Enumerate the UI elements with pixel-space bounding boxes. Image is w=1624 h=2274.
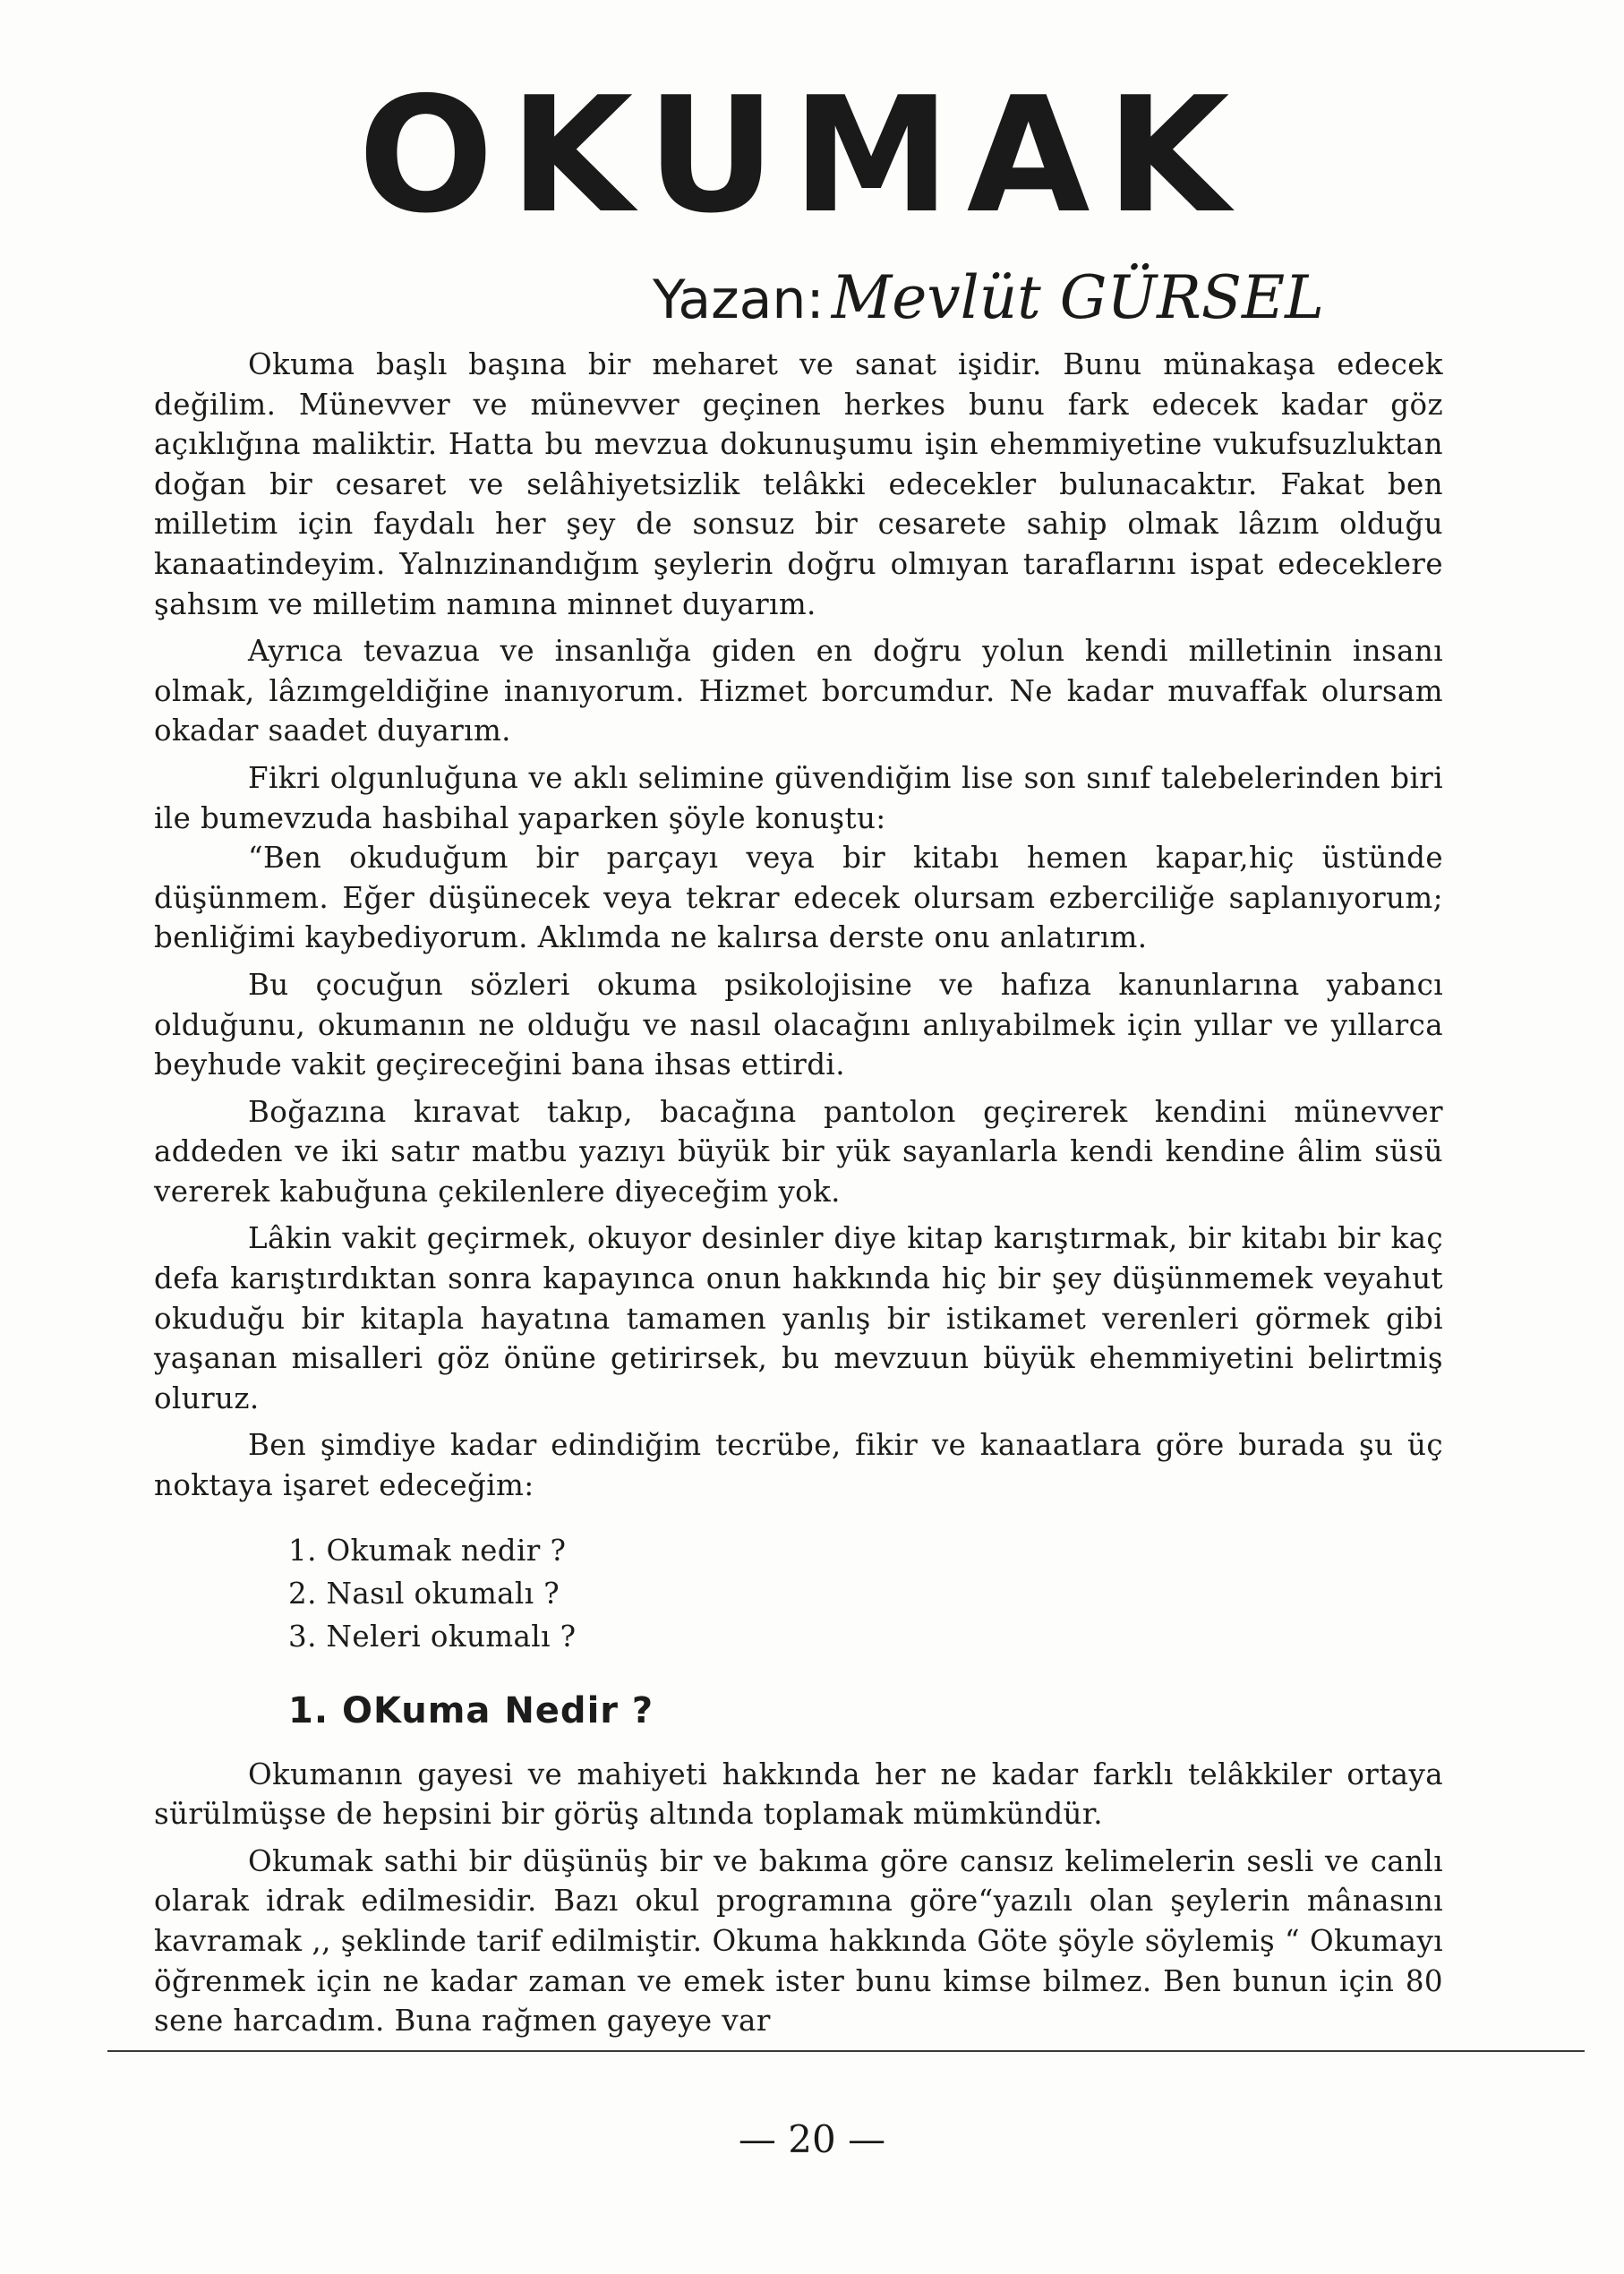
question-list (154, 1529, 1443, 1658)
list-item: 1. Okumak nedir ? (288, 1533, 567, 1568)
paragraph: Fikri olgunluğuna ve aklı selimine güvendiğim lise son sınıf talebelerinden biri ile bumevzuda hasbihal yaparken şöyle konuştu: (154, 760, 1443, 835)
list-item: 3. Neleri okumalı ? (288, 1619, 577, 1654)
paragraph: Okuma başlı başına bir meharet ve sanat işidir. Bunu münakaşa edecek değilim. Münevver ve münevver geçinen herkes bunu fark edecek kadar göz açıklığına maliktir. Hatta bu mevzua dokunuşumu işin ehemmiyetine vukufsuzluktan doğan bir cesaret ve selâhiyetsizlik telâkki edecekler bulunacaktır. Fakat ben milletim için faydalı her şey de sonsuz bir cesarete sahip olmak lâzım olduğu kanaatindeyim. Yalnızinandığım şeylerin doğru olmıyan taraflarını ispat edeceklere şahsım ve milletim namına minnet duyarım. (154, 347, 1443, 621)
article-body (154, 345, 1443, 2048)
paragraph: Ayrıca tevazua ve insanlığa giden en doğru yolun kendi milletinin insanı olmak, lâzımgeldiğine inanıyorum. Hizmet borcumdur. Ne kadar muvaffak olursam okadar saadet duyarım. (154, 634, 1443, 748)
paragraph: Boğazına kıravat takıp, bacağına pantolon geçirerek kendini münevver addeden ve iki satır matbu yazıyı büyük bir yük sayanlarla kendi kendine âlim süsü vererek kabuğuna çekilenlere diyeceğim yok. (154, 1094, 1443, 1209)
paragraph: Okumanın gayesi ve mahiyeti hakkında her ne kadar farklı telâkkiler ortaya sürülmüşse de hepsini bir görüş altında toplamak mümkündür. (154, 1757, 1443, 1832)
article-title: OKUMAK (358, 63, 1246, 248)
paragraph: Lâkin vakit geçirmek, okuyor desinler diye kitap karıştırmak, bir kitabı bir kaç defa karıştırdıktan sonra kapayınca onun hakkında hiç bir şey düşünmemek veyahut okuduğu bir kitapla hayatına tamamen yanlış bir istikamet verenleri görmek gibi yaşanan misalleri göz önüne getirirsek, bu mevzuun büyük ehemmiyetini belirtmiş oluruz. (154, 1221, 1443, 1415)
list-item: 2. Nasıl okumalı ? (288, 1576, 560, 1611)
byline-label: Yazan: (653, 269, 825, 331)
paragraph: Bu çocuğun sözleri okuma psikolojisine ve hafıza kanunlarına yabancı olduğunu, okumanın ne olduğu ve nasıl olacağını anlıyabilmek için yıllar ve yıllarca beyhude vakit geçireceğini bana ihsas ettirdi. (154, 967, 1443, 1082)
author-name: Mevlüt GÜRSEL (831, 263, 1324, 332)
page-number: — 20 — (738, 2117, 886, 2161)
footer-divider (107, 2050, 1585, 2052)
section-heading: 1. OKuma Nedir ? (288, 1689, 654, 1731)
quote-paragraph: “Ben okuduğum bir parçayı veya bir kitabı hemen kapar,hiç üstünde düşünmem. Eğer düşünecek veya tekrar edecek olursam ezberciliğe saplanıyorum; benliğimi kaybediyorum. Aklımda ne kalırsa derste onu anlatırım. (154, 841, 1443, 955)
paragraph: Okumak sathi bir düşünüş bir ve bakıma göre cansız kelimelerin sesli ve canlı olarak idrak edilmesidir. Bazı okul programına göre“yazılı olan şeylerin mânasını kavramak ,, şeklinde tarif edilmiştir. Okuma hakkında Göte şöyle söylemiş “ Okumayı öğrenmek için ne kadar zaman ve emek ister bunu kimse bilmez. Ben bunun için 80 sene harcadım. Buna rağmen gayeye var (154, 1843, 1443, 2039)
paragraph: Ben şimdiye kadar edindiğim tecrübe, fikir ve kanaatlara göre burada şu üç noktaya işaret edeceğim: (154, 1428, 1443, 1503)
byline (0, 263, 1324, 332)
